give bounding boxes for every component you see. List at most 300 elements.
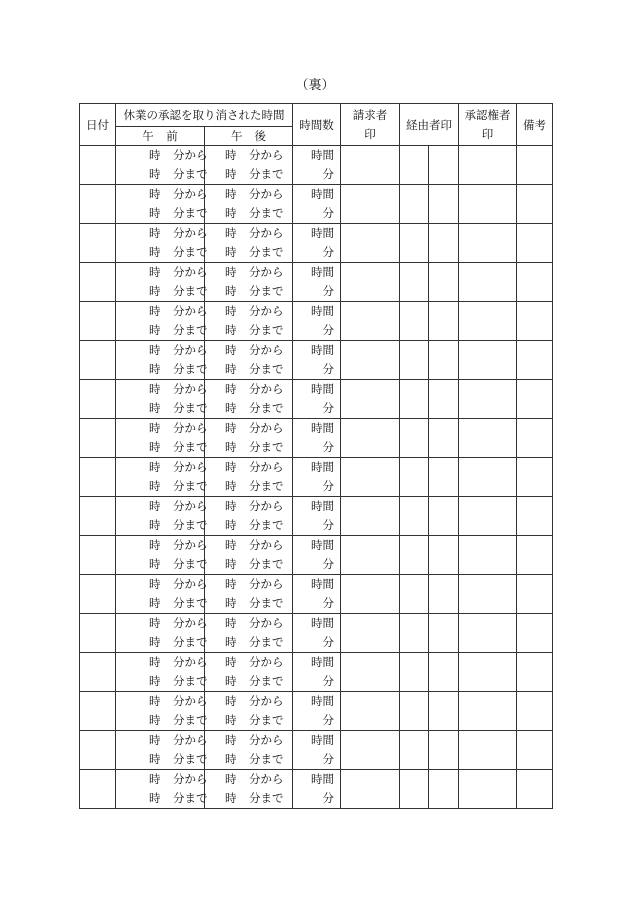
hours-label: 時間 bbox=[311, 421, 334, 435]
header-am bbox=[116, 127, 205, 146]
approver-seal-cell[interactable] bbox=[459, 575, 517, 614]
from-label: 分から bbox=[173, 421, 208, 435]
header-requester-line2: 印 bbox=[364, 126, 376, 141]
hours-cell[interactable] bbox=[293, 653, 341, 692]
hour-label: 時 bbox=[149, 713, 161, 727]
via-seal-cell-2[interactable] bbox=[429, 302, 459, 341]
approver-seal-cell[interactable] bbox=[459, 497, 517, 536]
from-label: 分から bbox=[173, 655, 208, 669]
hour-label: 時 bbox=[225, 616, 237, 630]
hour-label: 時 bbox=[225, 265, 237, 279]
table-row bbox=[80, 458, 553, 497]
via-seal-cell-2[interactable] bbox=[429, 341, 459, 380]
minutes-label: 分 bbox=[322, 323, 334, 337]
approver-seal-cell[interactable] bbox=[459, 458, 517, 497]
requester-seal-cell[interactable] bbox=[341, 302, 400, 341]
pm-time-cell[interactable] bbox=[205, 224, 293, 263]
minutes-label: 分 bbox=[322, 479, 334, 493]
hour-label: 時 bbox=[225, 479, 237, 493]
hour-label: 時 bbox=[149, 752, 161, 766]
via-seal-cell-2[interactable] bbox=[429, 146, 459, 185]
header-remarks: 備考 bbox=[517, 104, 553, 146]
hour-label: 時 bbox=[225, 791, 237, 805]
via-seal-cell-1[interactable] bbox=[400, 497, 429, 536]
hours-cell[interactable] bbox=[293, 536, 341, 575]
am-time-cell[interactable] bbox=[116, 341, 208, 380]
date-cell[interactable] bbox=[80, 497, 116, 536]
remarks-cell[interactable] bbox=[517, 458, 553, 497]
hours-cell[interactable] bbox=[293, 731, 341, 770]
date-cell[interactable] bbox=[80, 380, 116, 419]
until-label: 分まで bbox=[173, 362, 208, 376]
requester-seal-cell[interactable] bbox=[341, 224, 400, 263]
hour-label: 時 bbox=[149, 733, 161, 747]
pm-time-cell[interactable] bbox=[205, 653, 293, 692]
remarks-cell[interactable] bbox=[517, 263, 553, 302]
header-revoked-time: 休業の承認を取り消された時間 bbox=[116, 104, 293, 127]
requester-seal-cell[interactable] bbox=[341, 692, 400, 731]
hour-label: 時 bbox=[225, 694, 237, 708]
hour-label: 時 bbox=[149, 772, 161, 786]
am-time-cell[interactable] bbox=[116, 458, 208, 497]
remarks-cell[interactable] bbox=[517, 575, 553, 614]
until-label: 分まで bbox=[173, 713, 208, 727]
remarks-cell[interactable] bbox=[517, 380, 553, 419]
minutes-label: 分 bbox=[322, 635, 334, 649]
minutes-label: 分 bbox=[322, 596, 334, 610]
pm-time-cell[interactable] bbox=[205, 302, 293, 341]
until-label: 分まで bbox=[173, 167, 208, 181]
am-time-cell[interactable] bbox=[116, 380, 208, 419]
from-label: 分から bbox=[173, 772, 208, 786]
hour-label: 時 bbox=[149, 304, 161, 318]
from-label: 分から bbox=[173, 616, 208, 630]
via-seal-cell-1[interactable] bbox=[400, 536, 429, 575]
via-seal-cell-1[interactable] bbox=[400, 341, 429, 380]
from-label: 分から bbox=[249, 772, 284, 786]
hours-label: 時間 bbox=[311, 694, 334, 708]
date-cell[interactable] bbox=[80, 302, 116, 341]
approver-seal-cell[interactable] bbox=[459, 185, 517, 224]
remarks-cell[interactable] bbox=[517, 497, 553, 536]
hour-label: 時 bbox=[149, 343, 161, 357]
header-via: 経由者印 bbox=[400, 104, 459, 146]
via-seal-cell-2[interactable] bbox=[429, 419, 459, 458]
requester-seal-cell[interactable] bbox=[341, 497, 400, 536]
via-seal-cell-2[interactable] bbox=[429, 770, 459, 809]
until-label: 分まで bbox=[249, 362, 284, 376]
hour-label: 時 bbox=[149, 635, 161, 649]
hours-cell[interactable] bbox=[293, 458, 341, 497]
via-seal-cell-2[interactable] bbox=[429, 536, 459, 575]
header-pm-2: 後 bbox=[254, 129, 266, 143]
hour-label: 時 bbox=[149, 167, 161, 181]
minutes-label: 分 bbox=[322, 674, 334, 688]
hour-label: 時 bbox=[225, 167, 237, 181]
approver-seal-cell[interactable] bbox=[459, 614, 517, 653]
via-seal-cell-1[interactable] bbox=[400, 614, 429, 653]
table-row bbox=[80, 146, 553, 185]
header-requester-line1: 請求者 bbox=[352, 107, 388, 122]
hour-label: 時 bbox=[149, 284, 161, 298]
hour-label: 時 bbox=[149, 791, 161, 805]
until-label: 分まで bbox=[249, 245, 284, 259]
table-row bbox=[80, 653, 553, 692]
via-seal-cell-2[interactable] bbox=[429, 497, 459, 536]
pm-time-cell[interactable] bbox=[205, 497, 293, 536]
requester-seal-cell[interactable] bbox=[341, 770, 400, 809]
until-label: 分まで bbox=[249, 440, 284, 454]
hour-label: 時 bbox=[149, 694, 161, 708]
until-label: 分まで bbox=[173, 206, 208, 220]
from-label: 分から bbox=[249, 655, 284, 669]
am-time-cell[interactable] bbox=[116, 185, 208, 224]
hours-label: 時間 bbox=[311, 577, 334, 591]
from-label: 分から bbox=[249, 616, 284, 630]
date-cell[interactable] bbox=[80, 263, 116, 302]
header-pm bbox=[205, 127, 293, 146]
pm-time-cell[interactable] bbox=[205, 380, 293, 419]
hour-label: 時 bbox=[225, 733, 237, 747]
hour-label: 時 bbox=[225, 343, 237, 357]
hour-label: 時 bbox=[225, 518, 237, 532]
am-time-cell[interactable] bbox=[116, 497, 208, 536]
until-label: 分まで bbox=[249, 323, 284, 337]
via-seal-cell-1[interactable] bbox=[400, 770, 429, 809]
hours-cell[interactable] bbox=[293, 614, 341, 653]
remarks-cell[interactable] bbox=[517, 341, 553, 380]
via-seal-cell-1[interactable] bbox=[400, 575, 429, 614]
via-seal-cell-2[interactable] bbox=[429, 263, 459, 302]
requester-seal-cell[interactable] bbox=[341, 575, 400, 614]
via-seal-cell-1[interactable] bbox=[400, 419, 429, 458]
table-row bbox=[80, 341, 553, 380]
from-label: 分から bbox=[249, 499, 284, 513]
am-time-cell[interactable] bbox=[116, 302, 208, 341]
date-cell[interactable] bbox=[80, 224, 116, 263]
header-am-1: 午 bbox=[142, 129, 154, 143]
until-label: 分まで bbox=[249, 674, 284, 688]
pm-time-cell[interactable] bbox=[205, 146, 293, 185]
until-label: 分まで bbox=[173, 557, 208, 571]
header-hours: 時間数 bbox=[293, 104, 341, 146]
date-cell[interactable] bbox=[80, 185, 116, 224]
requester-seal-cell[interactable] bbox=[341, 653, 400, 692]
via-seal-cell-2[interactable] bbox=[429, 575, 459, 614]
date-cell[interactable] bbox=[80, 614, 116, 653]
hours-cell[interactable] bbox=[293, 575, 341, 614]
remarks-cell[interactable] bbox=[517, 653, 553, 692]
hours-cell[interactable] bbox=[293, 380, 341, 419]
minutes-label: 分 bbox=[322, 362, 334, 376]
hour-label: 時 bbox=[225, 713, 237, 727]
from-label: 分から bbox=[173, 304, 208, 318]
until-label: 分まで bbox=[173, 674, 208, 688]
requester-seal-cell[interactable] bbox=[341, 380, 400, 419]
header-pm-1: 午 bbox=[231, 129, 243, 143]
until-label: 分まで bbox=[249, 401, 284, 415]
hour-label: 時 bbox=[149, 245, 161, 259]
remarks-cell[interactable] bbox=[517, 224, 553, 263]
approver-seal-cell[interactable] bbox=[459, 653, 517, 692]
am-time-cell[interactable] bbox=[116, 614, 208, 653]
hours-cell[interactable] bbox=[293, 692, 341, 731]
approver-seal-cell[interactable] bbox=[459, 224, 517, 263]
table-row bbox=[80, 302, 553, 341]
hour-label: 時 bbox=[149, 518, 161, 532]
approver-seal-cell[interactable] bbox=[459, 341, 517, 380]
hour-label: 時 bbox=[225, 148, 237, 162]
remarks-cell[interactable] bbox=[517, 302, 553, 341]
via-seal-cell-1[interactable] bbox=[400, 731, 429, 770]
am-time-cell[interactable] bbox=[116, 536, 208, 575]
date-cell[interactable] bbox=[80, 419, 116, 458]
am-time-cell[interactable] bbox=[116, 224, 208, 263]
via-seal-cell-2[interactable] bbox=[429, 614, 459, 653]
hour-label: 時 bbox=[225, 577, 237, 591]
requester-seal-cell[interactable] bbox=[341, 731, 400, 770]
from-label: 分から bbox=[249, 226, 284, 240]
hour-label: 時 bbox=[225, 245, 237, 259]
minutes-label: 分 bbox=[322, 401, 334, 415]
requester-seal-cell[interactable] bbox=[341, 614, 400, 653]
until-label: 分まで bbox=[249, 791, 284, 805]
am-time-cell[interactable] bbox=[116, 146, 208, 185]
remarks-cell[interactable] bbox=[517, 614, 553, 653]
hours-cell[interactable] bbox=[293, 419, 341, 458]
from-label: 分から bbox=[173, 187, 208, 201]
hour-label: 時 bbox=[149, 577, 161, 591]
via-seal-cell-1[interactable] bbox=[400, 263, 429, 302]
via-seal-cell-1[interactable] bbox=[400, 692, 429, 731]
hours-label: 時間 bbox=[311, 382, 334, 396]
date-cell[interactable] bbox=[80, 653, 116, 692]
date-cell[interactable] bbox=[80, 575, 116, 614]
remarks-cell[interactable] bbox=[517, 731, 553, 770]
date-cell[interactable] bbox=[80, 146, 116, 185]
pm-time-cell[interactable] bbox=[205, 692, 293, 731]
hours-cell[interactable] bbox=[293, 263, 341, 302]
via-seal-cell-2[interactable] bbox=[429, 185, 459, 224]
approver-seal-cell[interactable] bbox=[459, 146, 517, 185]
pm-time-cell[interactable] bbox=[205, 263, 293, 302]
until-label: 分まで bbox=[173, 791, 208, 805]
hour-label: 時 bbox=[225, 382, 237, 396]
remarks-cell[interactable] bbox=[517, 770, 553, 809]
minutes-label: 分 bbox=[322, 752, 334, 766]
hour-label: 時 bbox=[149, 674, 161, 688]
until-label: 分まで bbox=[249, 206, 284, 220]
header-am-2: 前 bbox=[166, 129, 178, 143]
pm-time-cell[interactable] bbox=[205, 575, 293, 614]
hours-cell[interactable] bbox=[293, 302, 341, 341]
via-seal-cell-1[interactable] bbox=[400, 224, 429, 263]
from-label: 分から bbox=[249, 577, 284, 591]
minutes-label: 分 bbox=[322, 284, 334, 298]
header-approver bbox=[459, 104, 517, 146]
am-time-cell[interactable] bbox=[116, 731, 208, 770]
until-label: 分まで bbox=[173, 752, 208, 766]
pm-time-cell[interactable] bbox=[205, 614, 293, 653]
header-date: 日付 bbox=[80, 104, 116, 146]
from-label: 分から bbox=[173, 577, 208, 591]
minutes-label: 分 bbox=[322, 167, 334, 181]
am-time-cell[interactable] bbox=[116, 653, 208, 692]
via-seal-cell-2[interactable] bbox=[429, 653, 459, 692]
hour-label: 時 bbox=[149, 596, 161, 610]
pm-time-cell[interactable] bbox=[205, 419, 293, 458]
table-row bbox=[80, 692, 553, 731]
pm-time-cell[interactable] bbox=[205, 536, 293, 575]
requester-seal-cell[interactable] bbox=[341, 458, 400, 497]
date-cell[interactable] bbox=[80, 692, 116, 731]
requester-seal-cell[interactable] bbox=[341, 341, 400, 380]
via-seal-cell-1[interactable] bbox=[400, 458, 429, 497]
via-seal-cell-2[interactable] bbox=[429, 458, 459, 497]
approver-seal-cell[interactable] bbox=[459, 692, 517, 731]
from-label: 分から bbox=[249, 304, 284, 318]
hours-label: 時間 bbox=[311, 655, 334, 669]
from-label: 分から bbox=[249, 538, 284, 552]
from-label: 分から bbox=[173, 733, 208, 747]
leave-revocation-table bbox=[79, 103, 553, 809]
hours-label: 時間 bbox=[311, 187, 334, 201]
hour-label: 時 bbox=[149, 655, 161, 669]
hour-label: 時 bbox=[149, 148, 161, 162]
hour-label: 時 bbox=[149, 401, 161, 415]
hours-label: 時間 bbox=[311, 148, 334, 162]
hour-label: 時 bbox=[149, 479, 161, 493]
requester-seal-cell[interactable] bbox=[341, 536, 400, 575]
hour-label: 時 bbox=[225, 538, 237, 552]
hour-label: 時 bbox=[149, 187, 161, 201]
requester-seal-cell[interactable] bbox=[341, 263, 400, 302]
approver-seal-cell[interactable] bbox=[459, 263, 517, 302]
from-label: 分から bbox=[173, 265, 208, 279]
hours-cell[interactable] bbox=[293, 497, 341, 536]
hours-cell[interactable] bbox=[293, 770, 341, 809]
until-label: 分まで bbox=[173, 479, 208, 493]
approver-seal-cell[interactable] bbox=[459, 380, 517, 419]
hour-label: 時 bbox=[225, 304, 237, 318]
hours-label: 時間 bbox=[311, 343, 334, 357]
hour-label: 時 bbox=[149, 206, 161, 220]
requester-seal-cell[interactable] bbox=[341, 146, 400, 185]
until-label: 分まで bbox=[173, 245, 208, 259]
remarks-cell[interactable] bbox=[517, 692, 553, 731]
am-time-cell[interactable] bbox=[116, 575, 208, 614]
hour-label: 時 bbox=[225, 655, 237, 669]
from-label: 分から bbox=[249, 694, 284, 708]
hours-label: 時間 bbox=[311, 538, 334, 552]
hours-cell[interactable] bbox=[293, 224, 341, 263]
pm-time-cell[interactable] bbox=[205, 770, 293, 809]
approver-seal-cell[interactable] bbox=[459, 731, 517, 770]
until-label: 分まで bbox=[249, 284, 284, 298]
am-time-cell[interactable] bbox=[116, 692, 208, 731]
remarks-cell[interactable] bbox=[517, 146, 553, 185]
until-label: 分まで bbox=[249, 167, 284, 181]
approver-seal-cell[interactable] bbox=[459, 419, 517, 458]
until-label: 分まで bbox=[249, 557, 284, 571]
hour-label: 時 bbox=[225, 187, 237, 201]
via-seal-cell-2[interactable] bbox=[429, 224, 459, 263]
hour-label: 時 bbox=[149, 323, 161, 337]
via-seal-cell-2[interactable] bbox=[429, 692, 459, 731]
remarks-cell[interactable] bbox=[517, 185, 553, 224]
requester-seal-cell[interactable] bbox=[341, 419, 400, 458]
approver-seal-cell[interactable] bbox=[459, 770, 517, 809]
from-label: 分から bbox=[249, 460, 284, 474]
hour-label: 時 bbox=[225, 362, 237, 376]
pm-time-cell[interactable] bbox=[205, 341, 293, 380]
approver-seal-cell[interactable] bbox=[459, 302, 517, 341]
via-seal-cell-1[interactable] bbox=[400, 653, 429, 692]
hour-label: 時 bbox=[149, 226, 161, 240]
hours-label: 時間 bbox=[311, 733, 334, 747]
table-row bbox=[80, 263, 553, 302]
minutes-label: 分 bbox=[322, 791, 334, 805]
date-cell[interactable] bbox=[80, 731, 116, 770]
minutes-label: 分 bbox=[322, 557, 334, 571]
table-row bbox=[80, 380, 553, 419]
via-seal-cell-1[interactable] bbox=[400, 146, 429, 185]
am-time-cell[interactable] bbox=[116, 419, 208, 458]
remarks-cell[interactable] bbox=[517, 419, 553, 458]
hour-label: 時 bbox=[149, 460, 161, 474]
hour-label: 時 bbox=[225, 635, 237, 649]
via-seal-cell-2[interactable] bbox=[429, 731, 459, 770]
hours-cell[interactable] bbox=[293, 185, 341, 224]
requester-seal-cell[interactable] bbox=[341, 185, 400, 224]
minutes-label: 分 bbox=[322, 713, 334, 727]
via-seal-cell-1[interactable] bbox=[400, 185, 429, 224]
hour-label: 時 bbox=[225, 460, 237, 474]
table-row bbox=[80, 536, 553, 575]
table-body bbox=[80, 146, 553, 809]
am-time-cell[interactable] bbox=[116, 263, 208, 302]
from-label: 分から bbox=[249, 421, 284, 435]
am-time-cell[interactable] bbox=[116, 770, 208, 809]
approver-seal-cell[interactable] bbox=[459, 536, 517, 575]
date-cell[interactable] bbox=[80, 536, 116, 575]
via-seal-cell-1[interactable] bbox=[400, 380, 429, 419]
hours-cell[interactable] bbox=[293, 341, 341, 380]
date-cell[interactable] bbox=[80, 341, 116, 380]
hour-label: 時 bbox=[149, 557, 161, 571]
from-label: 分から bbox=[249, 733, 284, 747]
until-label: 分まで bbox=[173, 401, 208, 415]
hour-label: 時 bbox=[225, 557, 237, 571]
pm-time-cell[interactable] bbox=[205, 185, 293, 224]
hour-label: 時 bbox=[149, 538, 161, 552]
until-label: 分まで bbox=[173, 323, 208, 337]
via-seal-cell-1[interactable] bbox=[400, 302, 429, 341]
date-cell[interactable] bbox=[80, 458, 116, 497]
date-cell[interactable] bbox=[80, 770, 116, 809]
hours-cell[interactable] bbox=[293, 146, 341, 185]
remarks-cell[interactable] bbox=[517, 536, 553, 575]
hour-label: 時 bbox=[225, 226, 237, 240]
via-seal-cell-2[interactable] bbox=[429, 380, 459, 419]
hour-label: 時 bbox=[149, 421, 161, 435]
hours-label: 時間 bbox=[311, 460, 334, 474]
until-label: 分まで bbox=[249, 479, 284, 493]
pm-time-cell[interactable] bbox=[205, 731, 293, 770]
until-label: 分まで bbox=[173, 518, 208, 532]
until-label: 分まで bbox=[173, 635, 208, 649]
pm-time-cell[interactable] bbox=[205, 458, 293, 497]
